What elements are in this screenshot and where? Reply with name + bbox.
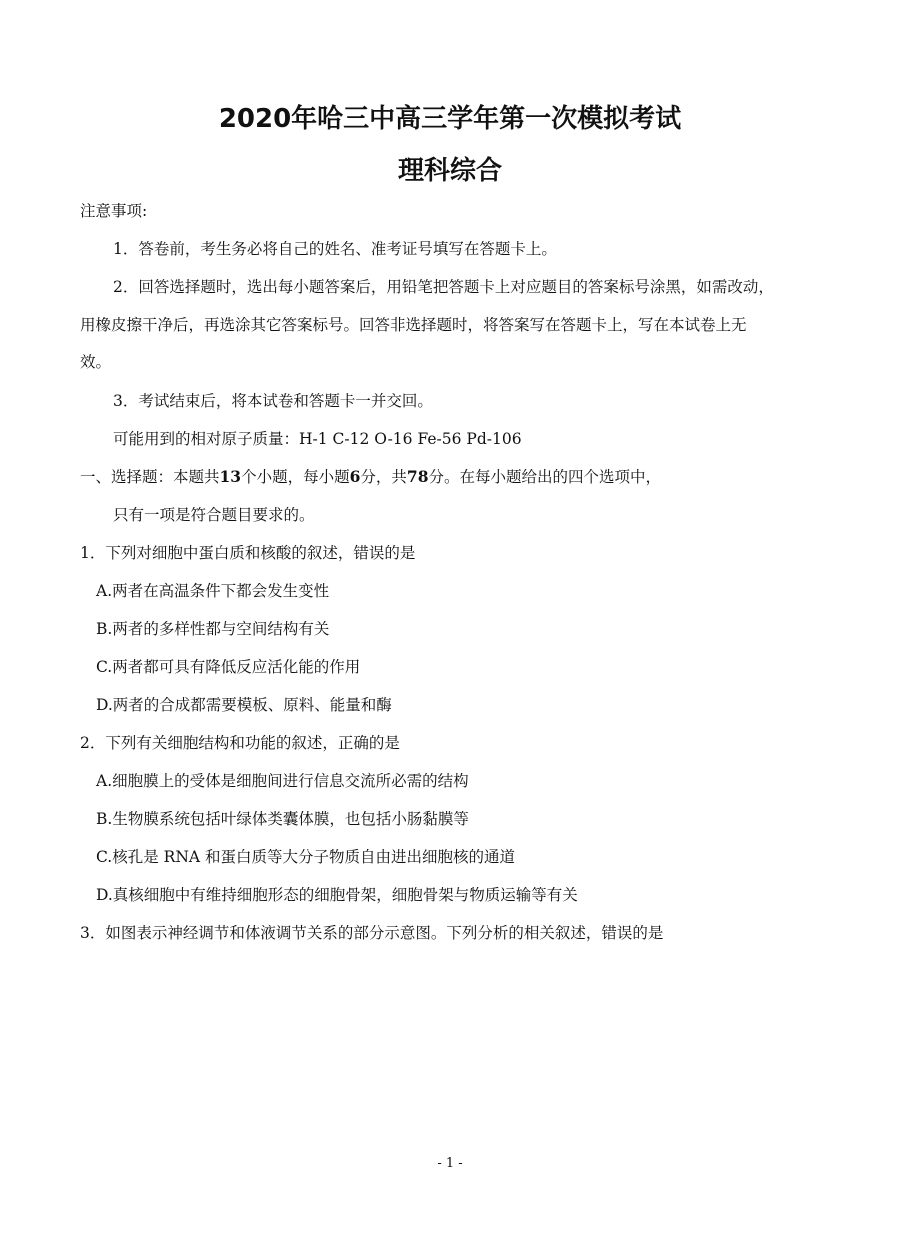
section-1-intro-c: 分，共 bbox=[360, 468, 407, 486]
question-count: 13 bbox=[219, 467, 242, 486]
note-item-2-line-1: 2．回答选择题时，选出每小题答案后，用铅笔把答题卡上对应题目的答案标号涂黑，如需改动， bbox=[113, 278, 774, 296]
question-1-option-d: D.两者的合成都需要模板、原料、能量和酶 bbox=[96, 696, 392, 714]
section-1-intro-b: 个小题，每小题 bbox=[241, 468, 350, 486]
notes-heading: 注意事项: bbox=[80, 202, 148, 220]
question-1-option-b: B.两者的多样性都与空间结构有关 bbox=[96, 620, 330, 638]
note-item-1: 1．答卷前，考生务必将自己的姓名、准考证号填写在答题卡上。 bbox=[113, 240, 557, 258]
question-2-option-a: A.细胞膜上的受体是细胞间进行信息交流所必需的结构 bbox=[96, 772, 469, 790]
question-1-option-a: A.两者在高温条件下都会发生变性 bbox=[96, 582, 330, 600]
atomic-mass-line: 可能用到的相对原子质量：H-1 C-12 O-16 Fe-56 Pd-106 bbox=[113, 430, 522, 448]
question-3-stem: 3．如图表示神经调节和体液调节关系的部分示意图。下列分析的相关叙述，错误的是 bbox=[80, 924, 664, 942]
question-2-option-c: C.核孔是 RNA 和蛋白质等大分子物质自由进出细胞核的通道 bbox=[96, 848, 516, 866]
note-item-2-line-2: 用橡皮擦干净后，再选涂其它答案标号。回答非选择题时，将答案写在答题卡上，写在本试卷上无 bbox=[80, 316, 747, 334]
page-number: - 1 - bbox=[437, 1156, 463, 1171]
section-1-intro-line-2: 只有一项是符合题目要求的。 bbox=[113, 506, 315, 524]
question-2-stem: 2．下列有关细胞结构和功能的叙述，正确的是 bbox=[80, 734, 400, 752]
section-1-intro bbox=[80, 467, 661, 487]
question-1-stem: 1．下列对细胞中蛋白质和核酸的叙述，错误的是 bbox=[80, 544, 416, 562]
note-item-2-line-3: 效。 bbox=[80, 353, 112, 371]
points-each: 6 bbox=[349, 467, 361, 486]
note-item-3: 3．考试结束后，将本试卷和答题卡一并交回。 bbox=[113, 392, 433, 410]
section-1-intro-d: 分。在每小题给出的四个选项中， bbox=[428, 468, 662, 486]
question-1-option-c: C.两者都可具有降低反应活化能的作用 bbox=[96, 658, 361, 676]
exam-subtitle: 理科综合 bbox=[397, 156, 502, 186]
question-2-option-d: D.真核细胞中有维持细胞形态的细胞骨架，细胞骨架与物质运输等有关 bbox=[96, 886, 578, 904]
exam-title: 2020年哈三中高三学年第一次模拟考试 bbox=[218, 104, 682, 134]
question-2-option-b: B.生物膜系统包括叶绿体类囊体膜，也包括小肠黏膜等 bbox=[96, 810, 469, 828]
points-total: 78 bbox=[406, 467, 429, 486]
section-1-intro-a: 一、选择题：本题共 bbox=[80, 468, 220, 486]
